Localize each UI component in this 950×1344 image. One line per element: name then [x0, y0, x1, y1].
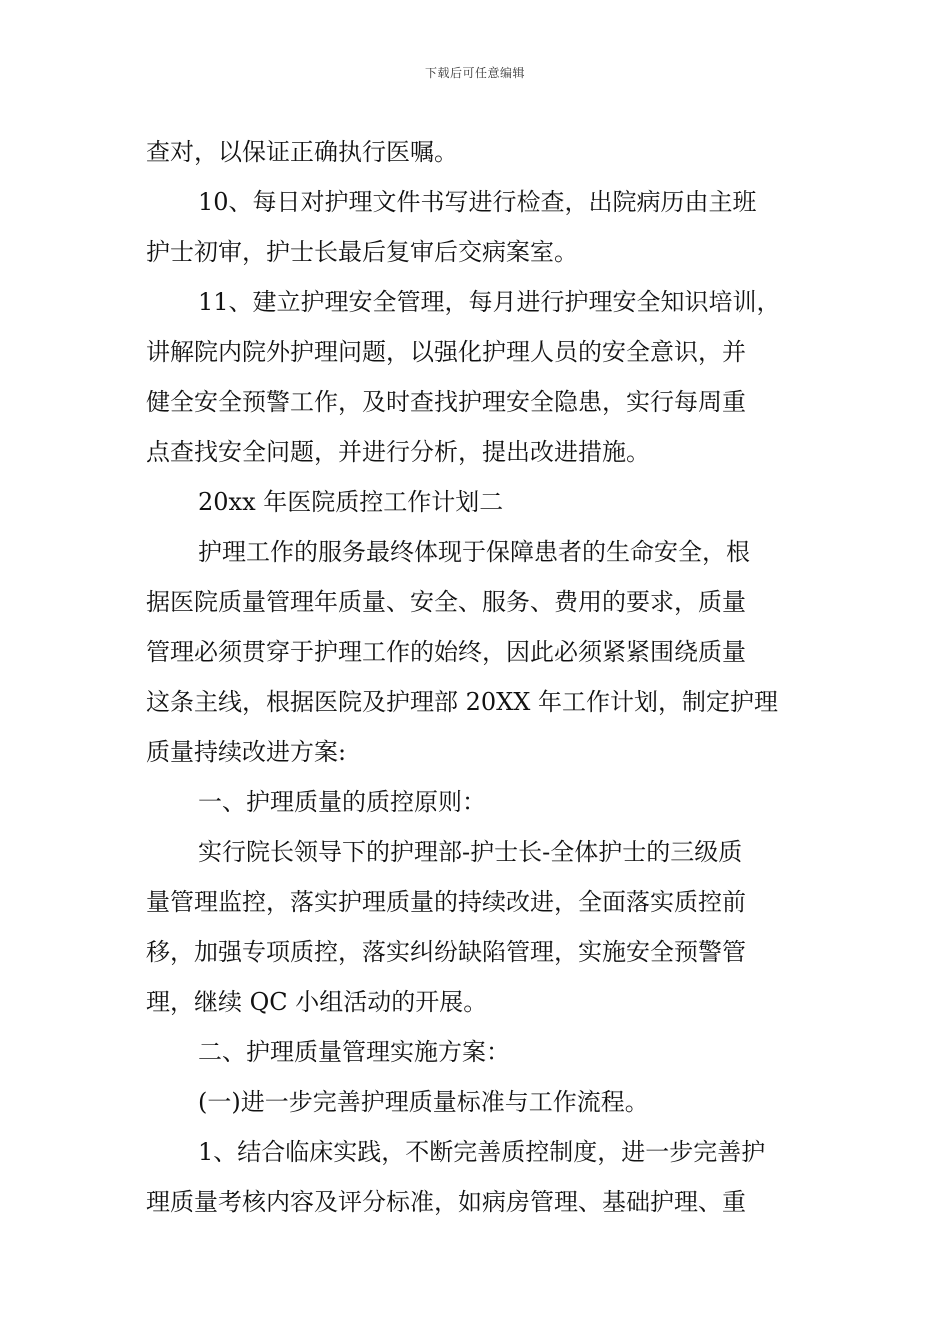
paragraph-line: 实行院长领导下的护理部-护士长-全体护士的三级质	[198, 838, 743, 866]
subsection-heading: (一)进一步完善护理质量标准与工作流程。	[198, 1088, 649, 1116]
paragraph-line: 护理工作的服务最终体现于保障患者的生命安全，根	[198, 538, 750, 566]
document-body	[146, 127, 816, 1227]
paragraph-line: 理质量考核内容及评分标准，如病房管理、基础护理、重	[146, 1188, 746, 1216]
paragraph-line: 移，加强专项质控，落实纠纷缺陷管理，实施安全预警管	[146, 938, 746, 966]
paragraph-line: 量管理监控，落实护理质量的持续改进，全面落实质控前	[146, 888, 746, 916]
paragraph-line: 管理必须贯穿于护理工作的始终，因此必须紧紧围绕质量	[146, 638, 746, 666]
paragraph-line: 这条主线，根据医院及护理部 20XX 年工作计划，制定护理	[146, 688, 778, 716]
paragraph-line: 10、每日对护理文件书写进行检查，出院病历由主班	[198, 188, 757, 216]
paragraph-line: 据医院质量管理年质量、安全、服务、费用的要求，质量	[146, 588, 746, 616]
download-note: 下载后可任意编辑	[424, 66, 525, 80]
paragraph-line: 理，继续 QC 小组活动的开展。	[146, 988, 488, 1016]
paragraph-line: 护士初审，护士长最后复审后交病案室。	[146, 238, 578, 266]
paragraph-line: 讲解院内院外护理问题，以强化护理人员的安全意识，并	[146, 338, 746, 366]
paragraph-line: 11、建立护理安全管理，每月进行护理安全知识培训，	[198, 288, 781, 316]
paragraph-line: 查对，以保证正确执行医嘱。	[146, 138, 458, 166]
paragraph-line: 1、结合临床实践，不断完善质控制度，进一步完善护	[198, 1138, 766, 1166]
section-heading: 二、护理质量管理实施方案：	[198, 1038, 510, 1066]
paragraph-line: 点查找安全问题，并进行分析，提出改进措施。	[146, 438, 650, 466]
paragraph-line: 健全安全预警工作，及时查找护理安全隐患，实行每周重	[146, 388, 746, 416]
paragraph-line: 质量持续改进方案:	[146, 738, 347, 766]
section-heading: 一、护理质量的质控原则：	[198, 788, 486, 816]
section-heading: 20xx 年医院质控工作计划二	[198, 488, 504, 516]
